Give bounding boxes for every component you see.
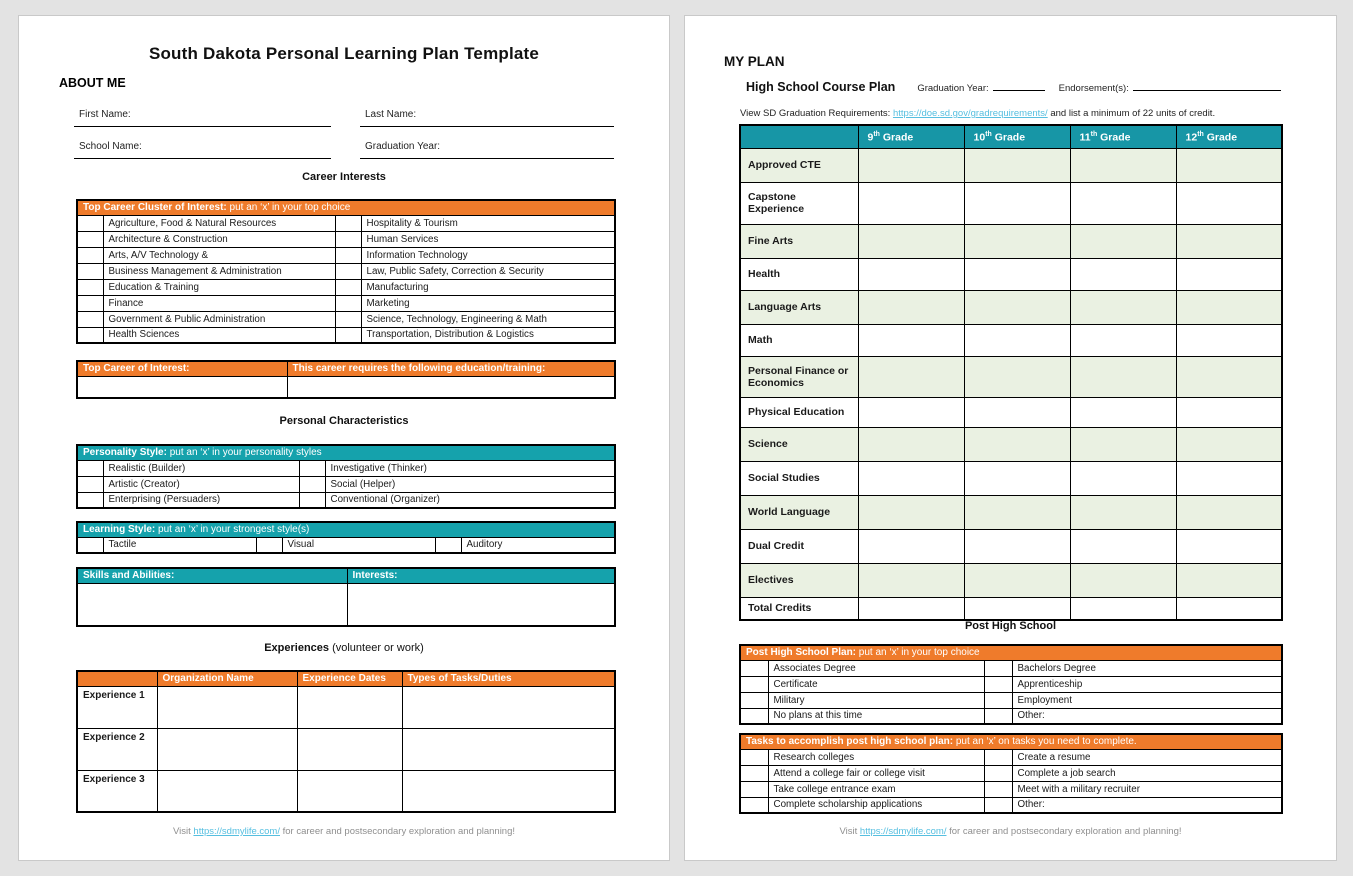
table-row	[77, 295, 615, 311]
course-table-header-row	[740, 125, 1282, 148]
checkbox-cell[interactable]	[256, 537, 282, 553]
course-plan-title-row	[746, 80, 1281, 94]
course-cell[interactable]	[1070, 182, 1176, 224]
checkbox-cell[interactable]	[740, 797, 768, 813]
task-option: Meet with a military recruiter	[1012, 781, 1282, 797]
course-cell[interactable]	[964, 324, 1070, 356]
subject-label: Electives	[740, 563, 858, 597]
checkbox-cell[interactable]	[984, 765, 1012, 781]
organization-input-cell[interactable]	[157, 770, 297, 812]
course-cell[interactable]	[964, 290, 1070, 324]
course-cell[interactable]	[1070, 397, 1176, 427]
task-option: Other:	[1012, 797, 1282, 813]
table-row	[740, 563, 1282, 597]
subject-label: World Language	[740, 495, 858, 529]
endorsements-label: Endorsement(s):	[1058, 83, 1129, 94]
table-row	[77, 376, 615, 398]
task-option: Complete a job search	[1012, 765, 1282, 781]
experience-1-label: Experience 1	[77, 686, 157, 728]
checkbox-cell[interactable]	[740, 708, 768, 724]
personal-characteristics-heading: Personal Characteristics	[279, 415, 409, 427]
course-cell[interactable]	[1070, 597, 1176, 620]
course-cell[interactable]	[1176, 356, 1282, 397]
table-row	[740, 356, 1282, 397]
course-cell[interactable]	[1176, 290, 1282, 324]
course-plan-title: High School Course Plan	[746, 80, 896, 94]
task-option: Create a resume	[1012, 749, 1282, 765]
organization-input-cell[interactable]	[157, 686, 297, 728]
skills-input-cell[interactable]	[77, 583, 347, 626]
post-hs-plan-table	[739, 644, 1283, 725]
learning-option: Tactile	[103, 537, 256, 553]
course-cell[interactable]	[964, 258, 1070, 290]
course-cell[interactable]	[964, 356, 1070, 397]
grade-12-header: 12th Grade	[1176, 125, 1282, 148]
cluster-option: Science, Technology, Engineering & Math	[361, 311, 615, 327]
table-row	[740, 529, 1282, 563]
personality-option: Investigative (Thinker)	[325, 460, 615, 476]
tasks-duties-header: Types of Tasks/Duties	[402, 671, 615, 686]
table-row	[740, 781, 1282, 797]
table-row	[740, 324, 1282, 356]
post-hs-plan-header: Post High School Plan: put an ‘x’ in your top choice	[740, 645, 1282, 660]
course-cell[interactable]	[1070, 224, 1176, 258]
learning-option: Auditory	[461, 537, 615, 553]
course-cell[interactable]	[1176, 182, 1282, 224]
grad-year-label: Graduation Year:	[917, 83, 989, 94]
subject-label: Dual Credit	[740, 529, 858, 563]
dates-input-cell[interactable]	[297, 728, 402, 770]
table-row	[77, 686, 615, 728]
career-cluster-header: Top Career Cluster of Interest: put an ‘x’ in your top choice	[77, 200, 615, 215]
course-cell[interactable]	[1176, 529, 1282, 563]
course-cell[interactable]	[1070, 495, 1176, 529]
table-row	[740, 290, 1282, 324]
cluster-option: Government & Public Administration	[103, 311, 335, 327]
subject-label: Health	[740, 258, 858, 290]
last-name-label: Last Name:	[365, 109, 417, 120]
table-row	[77, 231, 615, 247]
grade-10-header: 10th Grade	[964, 125, 1070, 148]
checkbox-cell[interactable]	[77, 492, 103, 508]
table-row	[740, 182, 1282, 224]
course-cell[interactable]	[1176, 495, 1282, 529]
course-cell[interactable]	[858, 495, 964, 529]
school-name-label: School Name:	[79, 141, 142, 152]
task-option: Complete scholarship applications	[768, 797, 984, 813]
checkbox-cell[interactable]	[984, 797, 1012, 813]
sdmylife-link[interactable]: https://sdmylife.com/	[859, 826, 947, 837]
course-cell[interactable]	[858, 529, 964, 563]
course-cell[interactable]	[964, 563, 1070, 597]
table-row	[77, 492, 615, 508]
table-row	[740, 765, 1282, 781]
career-interests-heading: Career Interests	[302, 171, 386, 183]
course-cell[interactable]	[1070, 148, 1176, 182]
checkbox-cell[interactable]	[984, 676, 1012, 692]
table-row	[77, 583, 615, 626]
course-cell[interactable]	[964, 182, 1070, 224]
checkbox-cell[interactable]	[984, 781, 1012, 797]
course-cell[interactable]	[858, 258, 964, 290]
page-title: South Dakota Personal Learning Plan Template	[148, 44, 540, 63]
course-cell[interactable]	[1070, 324, 1176, 356]
course-cell[interactable]	[1176, 427, 1282, 461]
learning-option: Visual	[282, 537, 435, 553]
personality-style-table	[76, 444, 616, 509]
personality-option: Artistic (Creator)	[103, 476, 299, 492]
checkbox-cell[interactable]	[740, 749, 768, 765]
sdmylife-link[interactable]: https://sdmylife.com/	[193, 826, 280, 837]
subject-label: Language Arts	[740, 290, 858, 324]
table-row	[77, 537, 615, 553]
checkbox-cell[interactable]	[335, 295, 361, 311]
experience-3-label: Experience 3	[77, 770, 157, 812]
table-row	[740, 692, 1282, 708]
education-training-header: This career requires the following education/training:	[287, 361, 615, 376]
personality-option: Realistic (Builder)	[103, 460, 299, 476]
course-plan-table	[739, 124, 1283, 621]
checkbox-cell[interactable]	[740, 765, 768, 781]
learning-style-table	[76, 521, 616, 554]
plan-option: Employment	[1012, 692, 1282, 708]
course-cell[interactable]	[964, 427, 1070, 461]
cluster-option: Architecture & Construction	[103, 231, 335, 247]
checkbox-cell[interactable]	[77, 231, 103, 247]
table-row	[77, 215, 615, 231]
subject-label: Personal Finance or Economics	[740, 356, 858, 397]
table-row	[77, 327, 615, 343]
cluster-option: Law, Public Safety, Correction & Security	[361, 263, 615, 279]
cluster-option: Finance	[103, 295, 335, 311]
checkbox-cell[interactable]	[77, 311, 103, 327]
checkbox-cell[interactable]	[335, 327, 361, 343]
table-row	[77, 770, 615, 812]
checkbox-cell[interactable]	[740, 692, 768, 708]
experiences-table	[76, 670, 616, 813]
interests-header: Interests:	[347, 568, 615, 583]
table-row	[740, 495, 1282, 529]
course-cell[interactable]	[1070, 461, 1176, 495]
checkbox-cell[interactable]	[299, 476, 325, 492]
page2-footer: Visit https://sdmylife.com/ for career and postsecondary exploration and planning!	[839, 826, 1182, 837]
subject-label: Fine Arts	[740, 224, 858, 258]
table-row	[77, 460, 615, 476]
subject-label: Math	[740, 324, 858, 356]
last-name-input[interactable]	[360, 104, 614, 127]
organization-name-header: Organization Name	[157, 671, 297, 686]
skills-interests-table	[76, 567, 616, 627]
table-row	[77, 279, 615, 295]
plan-option: Associates Degree	[768, 660, 984, 676]
checkbox-cell[interactable]	[77, 279, 103, 295]
table-row	[740, 597, 1282, 620]
first-name-label: First Name:	[79, 109, 131, 120]
grad-year-input[interactable]	[993, 81, 1045, 91]
organization-input-cell[interactable]	[157, 728, 297, 770]
checkbox-cell[interactable]	[740, 781, 768, 797]
plan-option: Military	[768, 692, 984, 708]
task-option: Research colleges	[768, 749, 984, 765]
table-row	[740, 749, 1282, 765]
checkbox-cell[interactable]	[984, 708, 1012, 724]
post-hs-tasks-table	[739, 733, 1283, 814]
course-cell[interactable]	[1070, 356, 1176, 397]
subject-column-header	[740, 125, 858, 148]
skills-header: Skills and Abilities:	[77, 568, 347, 583]
course-cell[interactable]	[858, 148, 964, 182]
learning-style-header: Learning Style: put an ‘x’ in your strongest style(s)	[77, 522, 615, 537]
table-row	[77, 247, 615, 263]
course-cell[interactable]	[858, 461, 964, 495]
course-cell[interactable]	[964, 224, 1070, 258]
table-row	[740, 660, 1282, 676]
checkbox-cell[interactable]	[77, 460, 103, 476]
post-high-school-heading: Post High School	[964, 620, 1057, 632]
graduation-year-input[interactable]	[360, 136, 614, 159]
course-cell[interactable]	[1176, 148, 1282, 182]
interests-input-cell[interactable]	[347, 583, 615, 626]
course-cell[interactable]	[858, 356, 964, 397]
course-cell[interactable]	[1176, 324, 1282, 356]
table-row	[740, 708, 1282, 724]
career-cluster-table	[76, 199, 616, 344]
checkbox-cell[interactable]	[335, 215, 361, 231]
cluster-option: Health Sciences	[103, 327, 335, 343]
education-training-input-cell[interactable]	[287, 376, 615, 398]
about-me-heading: ABOUT ME	[59, 76, 126, 90]
cluster-option: Marketing	[361, 295, 615, 311]
course-cell[interactable]	[858, 182, 964, 224]
subject-label: Social Studies	[740, 461, 858, 495]
plan-option: Bachelors Degree	[1012, 660, 1282, 676]
table-row	[77, 728, 615, 770]
cluster-option: Business Management & Administration	[103, 263, 335, 279]
top-career-header: Top Career of Interest:	[77, 361, 287, 376]
course-cell[interactable]	[858, 397, 964, 427]
table-row	[740, 258, 1282, 290]
checkbox-cell[interactable]	[984, 660, 1012, 676]
course-cell[interactable]	[964, 597, 1070, 620]
subject-label: Approved CTE	[740, 148, 858, 182]
checkbox-cell[interactable]	[77, 476, 103, 492]
course-cell[interactable]	[858, 324, 964, 356]
checkbox-cell[interactable]	[77, 247, 103, 263]
course-cell[interactable]	[1070, 529, 1176, 563]
table-row	[740, 797, 1282, 813]
first-name-input[interactable]	[74, 104, 331, 127]
table-row	[740, 224, 1282, 258]
checkbox-cell[interactable]	[435, 537, 461, 553]
course-cell[interactable]	[1176, 397, 1282, 427]
dates-input-cell[interactable]	[297, 770, 402, 812]
checkbox-cell[interactable]	[77, 537, 103, 553]
endorsements-input[interactable]	[1133, 81, 1281, 91]
dates-input-cell[interactable]	[297, 686, 402, 728]
plan-option: Other:	[1012, 708, 1282, 724]
grade-11-header: 11th Grade	[1070, 125, 1176, 148]
experience-2-label: Experience 2	[77, 728, 157, 770]
checkbox-cell[interactable]	[77, 295, 103, 311]
plan-option: Certificate	[768, 676, 984, 692]
course-cell[interactable]	[858, 427, 964, 461]
personality-style-header: Personality Style: put an ‘x’ in your personality styles	[77, 445, 615, 460]
course-cell[interactable]	[1176, 258, 1282, 290]
tasks-input-cell[interactable]	[402, 686, 615, 728]
checkbox-cell[interactable]	[335, 311, 361, 327]
table-row	[77, 263, 615, 279]
page-2	[684, 15, 1337, 861]
checkbox-cell[interactable]	[335, 247, 361, 263]
table-row	[77, 476, 615, 492]
experiences-blank-header	[77, 671, 157, 686]
experiences-heading: Experiences (volunteer or work)	[264, 642, 424, 654]
cluster-option: Arts, A/V Technology &	[103, 247, 335, 263]
task-option: Take college entrance exam	[768, 781, 984, 797]
checkbox-cell[interactable]	[77, 215, 103, 231]
plan-option: Apprenticeship	[1012, 676, 1282, 692]
my-plan-heading: MY PLAN	[724, 54, 785, 69]
table-row	[740, 427, 1282, 461]
subject-label: Capstone Experience	[740, 182, 858, 224]
tasks-input-cell[interactable]	[402, 728, 615, 770]
experience-dates-header: Experience Dates	[297, 671, 402, 686]
page-1	[18, 15, 670, 861]
course-cell[interactable]	[1070, 427, 1176, 461]
gradrequirements-link[interactable]: https://doe.sd.gov/gradrequirements/	[892, 108, 1048, 119]
cluster-option: Information Technology	[361, 247, 615, 263]
checkbox-cell[interactable]	[299, 460, 325, 476]
cluster-option: Manufacturing	[361, 279, 615, 295]
checkbox-cell[interactable]	[77, 327, 103, 343]
checkbox-cell[interactable]	[984, 749, 1012, 765]
course-cell[interactable]	[1176, 597, 1282, 620]
course-cell[interactable]	[1176, 563, 1282, 597]
table-row	[740, 148, 1282, 182]
cluster-option: Hospitality & Tourism	[361, 215, 615, 231]
about-me-fields	[74, 104, 614, 159]
personality-option: Enterprising (Persuaders)	[103, 492, 299, 508]
checkbox-cell[interactable]	[740, 660, 768, 676]
course-cell[interactable]	[1070, 290, 1176, 324]
course-cell[interactable]	[964, 529, 1070, 563]
checkbox-cell[interactable]	[335, 263, 361, 279]
checkbox-cell[interactable]	[984, 692, 1012, 708]
checkbox-cell[interactable]	[335, 279, 361, 295]
page1-footer: Visit https://sdmylife.com/ for career and postsecondary exploration and planning!	[172, 826, 516, 837]
course-cell[interactable]	[858, 290, 964, 324]
top-career-input-cell[interactable]	[77, 376, 287, 398]
post-hs-tasks-header: Tasks to accomplish post high school plan: put an ‘x’ on tasks you need to complete.	[740, 734, 1282, 749]
plan-option: No plans at this time	[768, 708, 984, 724]
subject-label: Total Credits	[740, 597, 858, 620]
table-row	[77, 311, 615, 327]
school-name-input[interactable]	[74, 136, 331, 159]
course-cell[interactable]	[1070, 563, 1176, 597]
graduation-requirements-line: View SD Graduation Requirements: https://doe.sd.gov/gradrequirements/ and list a minimum of 22 units of credit.	[740, 108, 1216, 119]
course-cell[interactable]	[964, 461, 1070, 495]
cluster-option: Transportation, Distribution & Logistics	[361, 327, 615, 343]
table-row	[740, 461, 1282, 495]
grade-9-header: 9th Grade	[858, 125, 964, 148]
checkbox-cell[interactable]	[299, 492, 325, 508]
subject-label: Physical Education	[740, 397, 858, 427]
course-cell[interactable]	[1176, 461, 1282, 495]
cluster-option: Education & Training	[103, 279, 335, 295]
table-row	[740, 397, 1282, 427]
checkbox-cell[interactable]	[77, 263, 103, 279]
course-cell[interactable]	[964, 495, 1070, 529]
course-cell[interactable]	[858, 597, 964, 620]
task-option: Attend a college fair or college visit	[768, 765, 984, 781]
table-row	[740, 676, 1282, 692]
course-cell[interactable]	[858, 224, 964, 258]
cluster-option: Human Services	[361, 231, 615, 247]
top-career-table	[76, 360, 616, 399]
course-cell[interactable]	[1070, 258, 1176, 290]
tasks-input-cell[interactable]	[402, 770, 615, 812]
course-cell[interactable]	[858, 563, 964, 597]
graduation-year-label: Graduation Year:	[365, 141, 441, 152]
personality-option: Conventional (Organizer)	[325, 492, 615, 508]
course-cell[interactable]	[1176, 224, 1282, 258]
cluster-option: Agriculture, Food & Natural Resources	[103, 215, 335, 231]
subject-label: Science	[740, 427, 858, 461]
checkbox-cell[interactable]	[335, 231, 361, 247]
personality-option: Social (Helper)	[325, 476, 615, 492]
course-cell[interactable]	[964, 397, 1070, 427]
course-cell[interactable]	[964, 148, 1070, 182]
checkbox-cell[interactable]	[740, 676, 768, 692]
